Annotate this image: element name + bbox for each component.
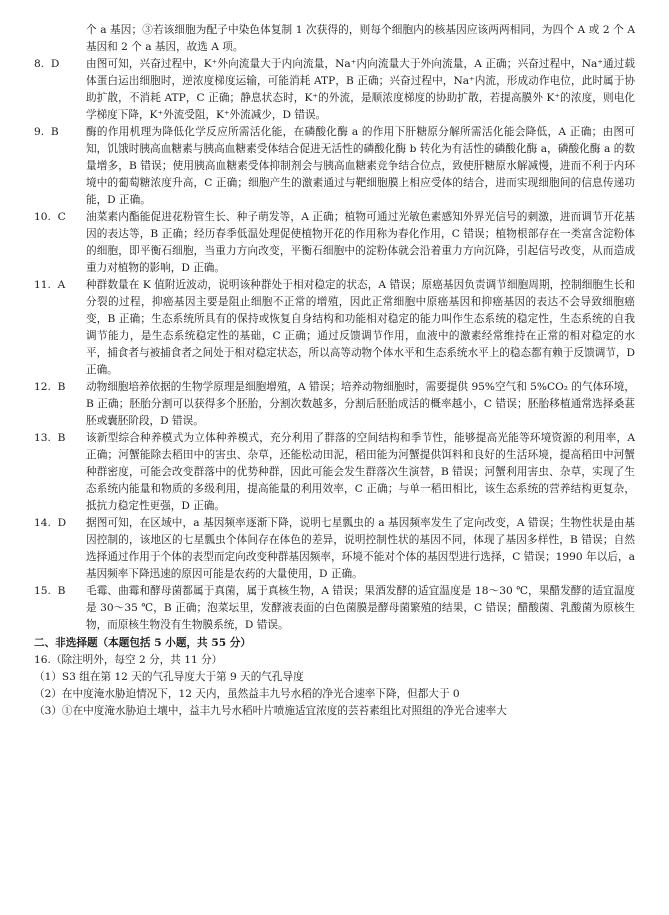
question-16-answer-3: （3）①在中度淹水胁迫土壤中，益丰九号水稻叶片喷施适宜浓度的芸苔素组比对照组的净光合速率大 — [34, 705, 507, 717]
question-16-answer-1: （1）S3 组在第 12 天的气孔导度大于第 9 天的气孔导度 — [34, 671, 304, 683]
answer-letter: B — [57, 381, 66, 393]
question-number: 10. — [34, 211, 51, 223]
answer-item-12 — [34, 379, 635, 430]
answer-letter: C — [57, 211, 66, 223]
question-number-answer — [34, 430, 86, 447]
answer-item-15 — [34, 583, 635, 634]
previous-answer-continuation: 个 a 基因；③若该细胞为配子中染色体复制 1 次获得的，则每个细胞内的核基因应该两两相同，为四个 A 或 2 个 A 基因和 2 个 a 基因，故选 A 项。 — [86, 24, 635, 53]
question-number: 11. — [34, 279, 51, 291]
explanation-text: 油菜素内酯能促进花粉管生长、种子萌发等，A 正确；植物可通过光敏色素感知外界光信号的刺激，进而调节开花基因的表达等，B 正确；经历春季低温处理促使植物开花的作用称为春化作用，C 错误；植物根部存在一类富含淀粉体的细胞，即平衡石细胞，当重力方向改变，平衡石细胞中的淀粉体就会沿着重力方向沉降，引起信号改变，从而造成重力对植物的影响，D 正确。 — [86, 211, 635, 274]
answer-item-11 — [34, 277, 635, 379]
question-number-answer — [34, 515, 86, 532]
question-number-answer — [34, 56, 86, 73]
answer-letter: D — [50, 58, 60, 70]
question-number-answer — [34, 209, 86, 226]
explanation-text: 毛霉、曲霉和酵母菌都属于真菌，属于真核生物，A 错误；果酒发酵的适宜温度是 18～30 ℃，果醋发酵的适宜温度是 30～35 ℃，B 正确；泡菜坛里，发酵液表面的白色菌膜是酵母菌繁殖的结果，C 错误；醋酸菌、乳酸菌为原核生物，而原核生物没有生物膜系统，D 错误。 — [86, 585, 635, 631]
explanation-text: 该新型综合种养模式为立体种养模式，充分利用了群落的空间结构和季节性，能够提高光能等环境资源的利用率，A 正确；河蟹能除去稻田中的害虫、杂草，还能松动田泥，稻田能为河蟹提供饵料和良好的生活环境，提高稻田中河蟹种群密度，可能会改变群落中的优势种群，因此可能会发生群落次生演替，B 错误；河蟹利用害虫、杂草，实现了生态系统内能量和物质的多级利用，提高能量的利用效率，C 正确；与单一稻田相比，该生态系统的营养结构更复杂，抵抗力稳定性更强，D 正确。 — [86, 432, 635, 512]
answer-item-13 — [34, 430, 635, 515]
question-number: 15. — [34, 585, 51, 597]
answer-item-14 — [34, 515, 635, 583]
explanation-text: 由图可知，兴奋过程中，K⁺外向流量大于内向流量，Na⁺内向流量大于外向流量，A 正确；兴奋过程中，Na⁺通过载体蛋白运出细胞时，逆浓度梯度运输，可能消耗 ATP，B 正确；兴奋过程中，Na⁺内流，形成动作电位，此时属于协助扩散，不消耗 ATP，C 正确；静息状态时，K⁺的外流，是顺浓度梯度的协助扩散，若提高膜外 K⁺的浓度，则电化学梯度下降，K⁺外流受阻，K⁺外流减少，D 错误。 — [86, 58, 635, 121]
answer-letter: B — [50, 126, 59, 138]
question-16-header: 16.（除注明外，每空 2 分，共 11 分） — [34, 654, 223, 666]
explanation-text: 据图可知，在区域中，a 基因频率逐渐下降，说明七星瓢虫的 a 基因频率发生了定向改变，A 错误；生物性状是由基因控制的，该地区的七星瓢虫个体间存在体色的差异，说明控制性状的基因不同，体现了基因多样性，B 错误；自然选择通过作用于个体的表型而定向改变种群基因频率，环境不能对个体的基因型进行选择，C 错误；1990 年以后，a 基因频率下降迅速的原因可能是农药的大量使用，D 正确。 — [86, 517, 635, 580]
answer-letter: D — [57, 517, 67, 529]
explanation-text: 种群数量在 K 值附近波动，说明该种群处于相对稳定的状态，A 错误；原癌基因负责调节细胞周期，控制细胞生长和分裂的过程，抑癌基因主要是阻止细胞不正常的增殖，因此正常细胞中原癌基因和抑癌基因的表达不会导致细胞癌变，B 正确；生态系统所具有的保持或恢复自身结构和功能相对稳定的能力叫作生态系统的稳定性，生态系统的自我调节能力，是生态系统稳定性的基础，C 正确；通过反馈调节作用，血液中的激素经常维持在正常的相对稳定的水平，捕食者与被捕食者之间处于相对稳定状态，所以高等动物个体水平和生态系统水平上的稳态都有赖于反馈调节，D 正确。 — [86, 279, 635, 376]
answer-letter: A — [57, 279, 66, 291]
question-number: 13. — [34, 432, 51, 444]
question-number-answer — [34, 277, 86, 294]
answer-letter: B — [57, 585, 66, 597]
question-number-answer — [34, 124, 86, 141]
question-number-answer — [34, 583, 86, 600]
answer-item-10 — [34, 209, 635, 277]
question-number: 14. — [34, 517, 51, 529]
answer-item-9 — [34, 124, 635, 209]
question-number: 8. — [34, 58, 45, 70]
answer-list — [34, 56, 635, 634]
question-number-answer — [34, 379, 86, 396]
question-16-answer-2: （2）在中度淹水胁迫情况下，12 天内，虽然益丰九号水稻的净光合速率下降，但都大于 0 — [34, 688, 460, 700]
section-heading: 二、非选择题（本题包括 5 小题，共 55 分） — [34, 637, 251, 649]
explanation-text: 酶的作用机理为降低化学反应所需活化能，在磷酸化酶 a 的作用下肝糖原分解所需活化能会降低，A 正确；由图可知，饥饿时胰高血糖素与胰高血糖素受体结合促进无活性的磷酸化酶 b 转化为有活性的磷酸化酶 a，磷酸化酶 a 的数量增多，B 错误；使用胰高血糖素受体抑制剂会与胰高血糖素竞争结合位点，致使肝糖原水解减慢，进而不利于内环境中的葡萄糖浓度升高，C 正确；细胞产生的激素通过与靶细胞膜上相应受体的结合，进而实现细胞间的信息传递功能，D 正确。 — [86, 126, 635, 206]
answer-letter: B — [57, 432, 66, 444]
explanation-text: 动物细胞培养依据的生物学原理是细胞增殖，A 错误；培养动物细胞时，需要提供 95%空气和 5%CO₂ 的气体环境，B 正确；胚胎分割可以获得多个胚胎，分割次数越多，分割后胚胎成活的概率越小，C 错误；胚胎移植通常选择桑葚胚或囊胚阶段，D 错误。 — [86, 381, 635, 427]
answer-item-8 — [34, 56, 635, 124]
question-number: 9. — [34, 126, 45, 138]
question-number: 12. — [34, 381, 51, 393]
